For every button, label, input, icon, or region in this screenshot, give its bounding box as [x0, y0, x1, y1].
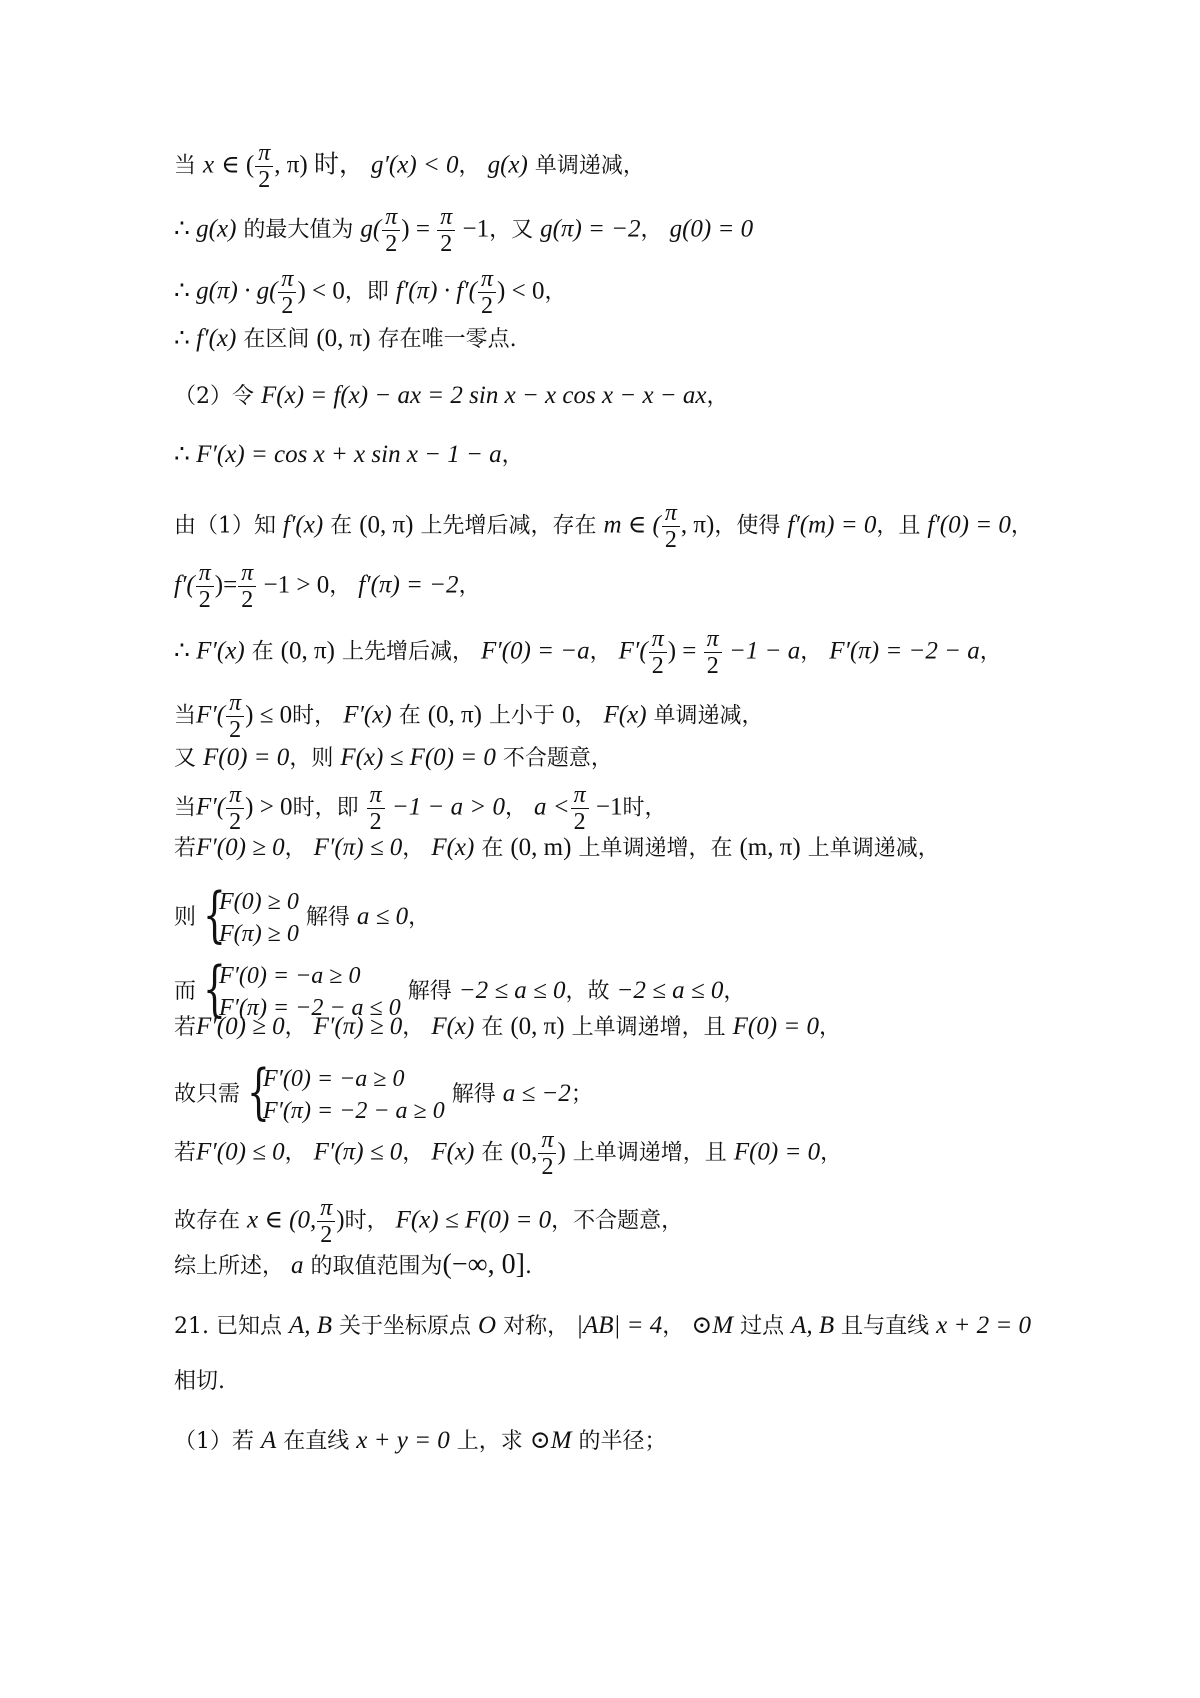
line-2: ∴ g(x) 的最大值为 g( $\frac{\pi}{2}$ ) = $\frac{\pi}{2}$ −1，又 g(π) = −2， g(0) = 0 [174, 204, 754, 257]
fraction: $\frac{\pi}{2}$ [662, 500, 680, 553]
fraction: $\frac{\pi}{2}$ [255, 140, 273, 193]
text: 单调递减， [534, 153, 645, 179]
math: ∈ ( [221, 151, 255, 179]
line-9: ∴ F′(x) 在 (0, π) 上先增后减， F′(0) = −a， F′( $\frac{\pi}{2}$ ) = $\frac{\pi}{2}$ −1 − a， F′(π) = −2 − a， [174, 626, 1002, 679]
line-18: 若F′(0) ≤ 0， F′(π) ≤ 0， F(x) 在 (0, $\frac{\pi}{2}$ ) 上单调递增，且 F(0) = 0， [174, 1127, 843, 1180]
fraction: $\frac{\pi}{2}$ [278, 266, 296, 319]
math: g′(x) < 0 [370, 151, 459, 179]
line-14: 则 { F(0) ≥ 0 F(π) ≥ 0 解得 a ≤ 0， [174, 880, 431, 950]
fraction: $\frac{\pi}{2}$ [226, 782, 244, 835]
line-6: ∴ F′(x) = cos x + x sin x − 1 − a， [174, 441, 524, 468]
text: 当 [174, 153, 197, 179]
line-3: ∴ g(π) · g( $\frac{\pi}{2}$ ) < 0，即 f′(π) · f′( $\frac{\pi}{2}$ ) < 0， [174, 266, 567, 319]
fraction: $\frac{\pi}{2}$ [238, 560, 256, 613]
line-23: （1）若 A 在直线 x + y = 0 上，求 ⊙M 的半径； [174, 1427, 667, 1454]
question-21: 21. 已知点 A, B 关于坐标原点 O 对称， |AB| = 4， ⊙M 过点 A, B 且与直线 x + 2 = 0 [174, 1312, 1032, 1339]
line-15: 而 { F′(0) = −a ≥ 0 F′(π) = −2 − a ≤ 0 解得 −2 ≤ a ≤ 0，故 −2 ≤ a ≤ 0， [174, 954, 746, 1024]
line-5: （2）令 F(x) = f(x) − ax = 2 sin x − x cos x − x − ax， [174, 382, 729, 409]
line-1: 当 x ∈ ( $\frac{\pi}{2}$ , π) 时， g′(x) < 0， g(x) 单调递减， [174, 140, 645, 193]
line-13: 若F′(0) ≥ 0， F′(π) ≤ 0， F(x) 在 (0, m) 上单调递增，在 (m, π) 上单调递减， [174, 834, 940, 861]
fraction: $\frac{\pi}{2}$ [571, 782, 589, 835]
line-22: 相切. [174, 1369, 225, 1394]
fraction: $\frac{\pi}{2}$ [367, 782, 385, 835]
line-19: 故存在 x ∈ (0, $\frac{\pi}{2}$ )时， F(x) ≤ F(0) = 0，不合题意， [174, 1195, 684, 1248]
math: g(x) [487, 151, 528, 179]
math: x [203, 151, 215, 179]
fraction: $\frac{\pi}{2}$ [226, 690, 244, 743]
line-7: 由（1）知 f′(x) 在 (0, π) 上先增后减，存在 m ∈ ( $\frac{\pi}{2}$ , π)，使得 f′(m) = 0，且 f′(0) = 0， [174, 500, 1033, 553]
equation-system: { F(0) ≥ 0 F(π) ≥ 0 [203, 880, 299, 950]
equation-system: { F′(0) = −a ≥ 0 F′(π) = −2 − a ≥ 0 [247, 1057, 445, 1127]
fraction: $\frac{\pi}{2}$ [196, 560, 214, 613]
line-20: 综上所述， a 的取值范围为(−∞, 0]. [174, 1249, 532, 1280]
line-4: ∴ f′(x) 在区间 (0, π) 存在唯一零点. [174, 325, 517, 352]
line-12: 当F′( $\frac{\pi}{2}$ ) > 0时，即 $\frac{\pi}{2}$ −1 − a > 0， a < $\frac{\pi}{2}$ −1时， [174, 782, 667, 835]
fraction: $\frac{\pi}{2}$ [317, 1195, 335, 1248]
math: , π) 时， [274, 151, 364, 179]
line-16: 若F′(0) ≥ 0， F′(π) ≥ 0， F(x) 在 (0, π) 上单调递增，且 F(0) = 0， [174, 1013, 841, 1040]
fraction: $\frac{\pi}{2}$ [649, 626, 667, 679]
line-11: 又 F(0) = 0，则 F(x) ≤ F(0) = 0 不合题意， [174, 744, 613, 771]
line-17: 故只需 { F′(0) = −a ≥ 0 F′(π) = −2 − a ≥ 0 解得 a ≤ −2； [174, 1057, 593, 1127]
fraction: $\frac{\pi}{2}$ [382, 204, 400, 257]
fraction: $\frac{\pi}{2}$ [704, 626, 722, 679]
equation-system: { F′(0) = −a ≥ 0 F′(π) = −2 − a ≤ 0 [203, 954, 401, 1024]
line-10: 当F′( $\frac{\pi}{2}$ ) ≤ 0时， F′(x) 在 (0, π) 上小于 0， F(x) 单调递减， [174, 690, 764, 743]
fraction: $\frac{\pi}{2}$ [478, 266, 496, 319]
fraction: $\frac{\pi}{2}$ [437, 204, 455, 257]
fraction: $\frac{\pi}{2}$ [538, 1127, 556, 1180]
line-8: f′( $\frac{\pi}{2}$ )= $\frac{\pi}{2}$ −1 > 0， f′(π) = −2， [174, 560, 481, 613]
